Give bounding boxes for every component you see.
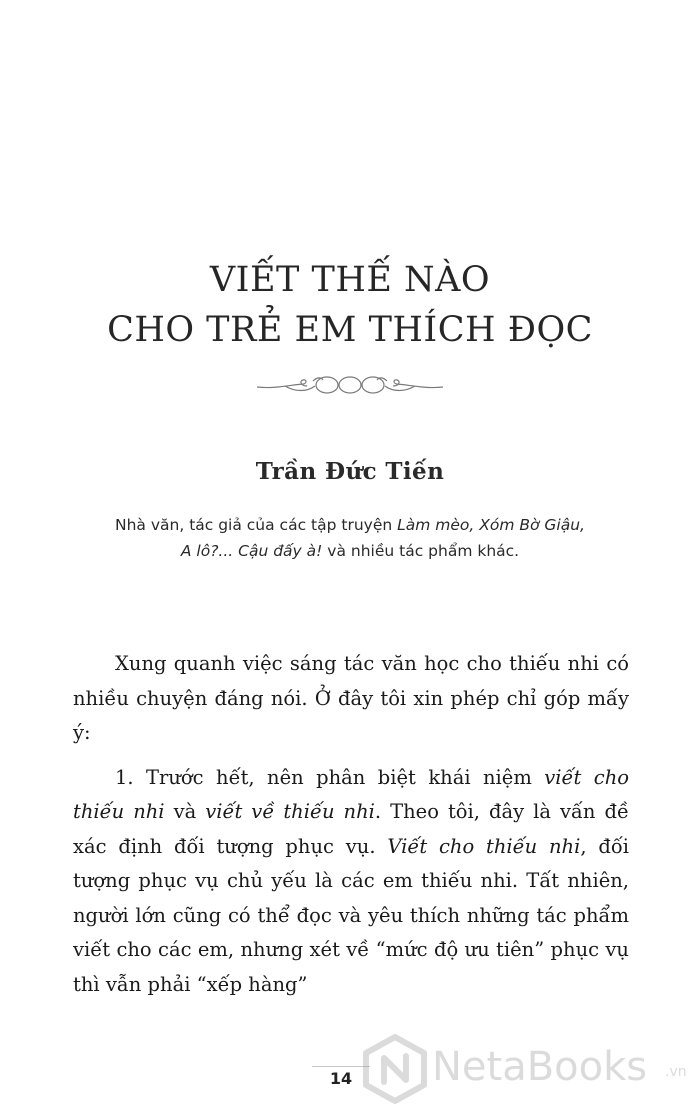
- ornament-divider-icon: [255, 371, 445, 399]
- paragraph-2-emphasis-1: viết cho thiếu nhi: [73, 765, 629, 823]
- netabooks-logo-icon: [362, 1034, 428, 1104]
- paragraph-2-text-b: và: [164, 800, 206, 823]
- body-text: [73, 647, 629, 1012]
- paragraph-2-emphasis-3: Viết cho thiếu nhi: [387, 834, 581, 858]
- author-name: Trần Đức Tiến: [255, 458, 445, 485]
- paragraph-2-emphasis-2: viết về thiếu nhi: [205, 800, 375, 823]
- chapter-title: [0, 255, 700, 355]
- author-bio-work-1: Làm mèo, Xóm Bờ Giậu,: [397, 516, 585, 534]
- chapter-title-line-1: VIẾT THẾ NÀO: [209, 260, 491, 300]
- paragraph-1: Xung quanh việc sáng tác văn học cho thiếu nhi có nhiều chuyện đáng nói. Ở đây tôi xin phép chỉ góp mấy ý:: [73, 652, 629, 744]
- watermark: [362, 1030, 692, 1110]
- paragraph-2-text-d: , đối tượng phục vụ chủ yếu là các em thiếu nhi. Tất nhiên, người lớn cũng có thể đọc và yêu thích những tác phẩm viết cho các em, nhưng xét về “mức độ ưu tiên” phục vụ thì vẫn phải “xếp hàng”: [73, 834, 629, 996]
- watermark-suffix: .vn: [665, 1064, 687, 1080]
- author-bio-text-2: và nhiều tác phẩm khác.: [322, 542, 520, 560]
- paragraph-2: [73, 761, 629, 1003]
- chapter-title-line-2: CHO TRẺ EM THÍCH ĐỌC: [107, 310, 593, 350]
- author-bio: [60, 512, 640, 564]
- watermark-brand: NetaBooks: [432, 1044, 648, 1090]
- author-bio-work-2: A lô?... Cậu đấy à!: [180, 542, 323, 560]
- paragraph-2-text-c: . Theo tôi, đây là vấn đề xác định đối tượng phục vụ.: [73, 800, 629, 858]
- page-number: 14: [329, 1069, 353, 1088]
- paragraph-2-text-a: 1. Trước hết, nên phân biệt khái niệm: [115, 765, 545, 789]
- author-bio-text-1: Nhà văn, tác giả của các tập truyện: [115, 516, 398, 534]
